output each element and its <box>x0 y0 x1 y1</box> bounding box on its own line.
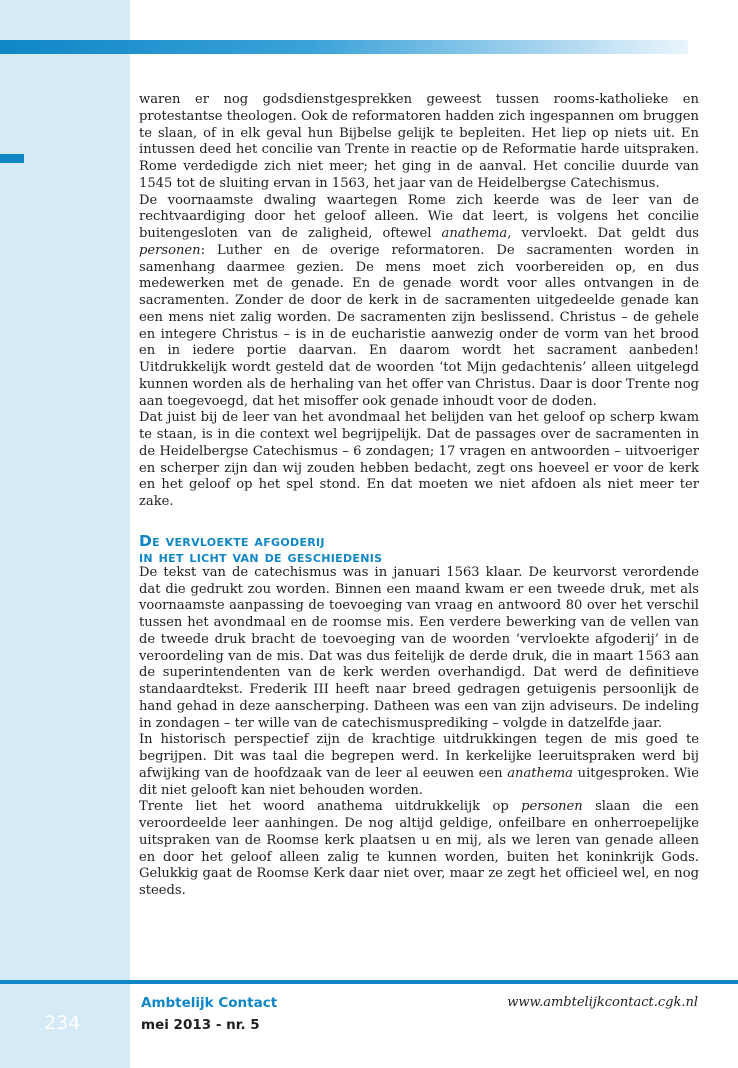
issue-info: mei 2013 - nr. 5 <box>141 1017 260 1033</box>
magazine-title: Ambtelijk Contact <box>141 995 278 1011</box>
footer-divider <box>0 980 738 984</box>
italic-term: anathema <box>441 226 508 241</box>
article-paragraph: De tekst van de catechismus was in januari 1563 klaar. De keurvorst verordende dat die gedrukt zou worden. Binnen een maand kwam er een tweede druk, met als voornaamste aanpassing de toevoeging van vraag en antwoord 80 over het verschil tussen het avondmaal en de roomse mis. Een verdere bewerking van de vellen van de tweede druk bracht de toevoeging van de woorden ‘vervloekte afgoderij’ in de veroordeling van de mis. Dat was dus feitelijk de derde druk, die in maart 1563 aan de superintendenten van de kerk werden overhandigd. Dat werd de definitieve standaardtekst. Frederik III heeft naar breed gedragen getuigenis persoonlijk de hand gehad in deze aanscherping. Datheen was een van zijn adviseurs. De indeling in zondagen – ter wille van de catechismusprediking – volgde in datzelfde jaar. <box>139 564 699 731</box>
section-heading-line-2: in het licht van de geschiedenis <box>139 547 383 566</box>
section-heading <box>139 533 699 565</box>
section-heading-line-1: De vervloekte afgoderij <box>139 531 325 550</box>
italic-term: anathema <box>507 765 573 781</box>
history-section <box>139 565 699 900</box>
top-decorative-bar <box>0 40 688 54</box>
italic-term: personen <box>139 242 201 258</box>
article-paragraph: Dat juist bij de leer van het avondmaal het belijden van het geloof op scherp kwam te staan, is in die context wel begrijpelijk. Dat de passages over de sacramenten in de Heidelbergse Catechismus – 6 zondagen; 17 vragen en antwoorden – uitvoeriger en scherper zijn dan wij zouden hebben bedacht, zegt ons hoeveel er voor de kerk en het geloof op het spel stond. En dat moeten we niet afdoen als niet meer ter zake. <box>139 410 699 509</box>
side-accent-mark <box>0 154 24 163</box>
article-paragraph: De voornaamste dwaling waartegen Rome zich keerde was de leer van de rechtvaardiging door het geloof alleen. Wie dat leert, is volgens het concilie buitengesloten van de zaligheid, oftewel anathema, vervloekt. Dat geldt dus personen: Luther en de overige reformatoren. De sacramenten worden in samenhang daarmee gezien. De mens moet zich voorbereiden op, en dus medewerken met de genade. En de genade wordt voor alles ontvangen in de sacramenten. Zonder de door de kerk in de sacramenten uitgedeelde genade kan een mens niet zalig worden. De sacramenten zijn beslissend. Christus – de gehele en integere Christus – is in de eucharistie aanwezig onder de vorm van het brood en in iedere portie daarvan. En daarom wordt het sacrament aanbeden! Uitdrukkelijk wordt gesteld dat de woorden ‘tot Mijn gedachtenis’ alleen uitgelegd kunnen worden als de herhaling van het offer van Christus. Daar is door Trente nog aan toegevoegd, dat het misoffer ook genade inhoudt voor de doden. <box>139 192 699 409</box>
article-paragraph: Trente liet het woord anathema uitdrukkelijk op personen slaan die een veroordeelde leer aanhingen. De nog altijd geldige, onfeilbare en onherroepelijke uitspraken van de Roomse kerk plaatsen u en mij, als we leren van genade alleen en door het geloof alleen zalig te kunnen worden, buiten het koninkrijk Gods. Gelukkig gaat de Roomse Kerk daar niet over, maar ze zegt het officieel wel, en nog steeds. <box>139 799 699 898</box>
website-link[interactable]: www.ambtelijkcontact.cgk.nl <box>507 995 698 1010</box>
page-number: 234 <box>44 1012 81 1034</box>
intro-section <box>139 92 699 511</box>
article-paragraph: In historisch perspectief zijn de krachtige uitdrukkingen tegen de mis goed te begrijpen. Dit was taal die begrepen werd. In kerkelijke leeruitspraken werd bij afwijking van de hoofdzaak van de leer al eeuwen een anathema uitgesproken. Wie dit niet gelooft kan niet behouden worden. <box>139 732 699 798</box>
italic-term: personen <box>521 799 583 815</box>
article-paragraph: waren er nog godsdienstgesprekken geweest tussen rooms-katholieke en protestantse theologen. Ook de reformatoren hadden zich ingespannen om bruggen te slaan, of in elk geval hun Bijbelse gelijk te bepleiten. Het liep op niets uit. En intussen deed het concilie van Trente in reactie op de Reformatie harde uitspraken. Rome verdedigde zich niet meer; het ging in de aanval. Het concilie duurde van 1545 tot de sluiting ervan in 1563, het jaar van de Heidelbergse Catechismus. <box>139 92 699 191</box>
article-body <box>139 92 699 900</box>
